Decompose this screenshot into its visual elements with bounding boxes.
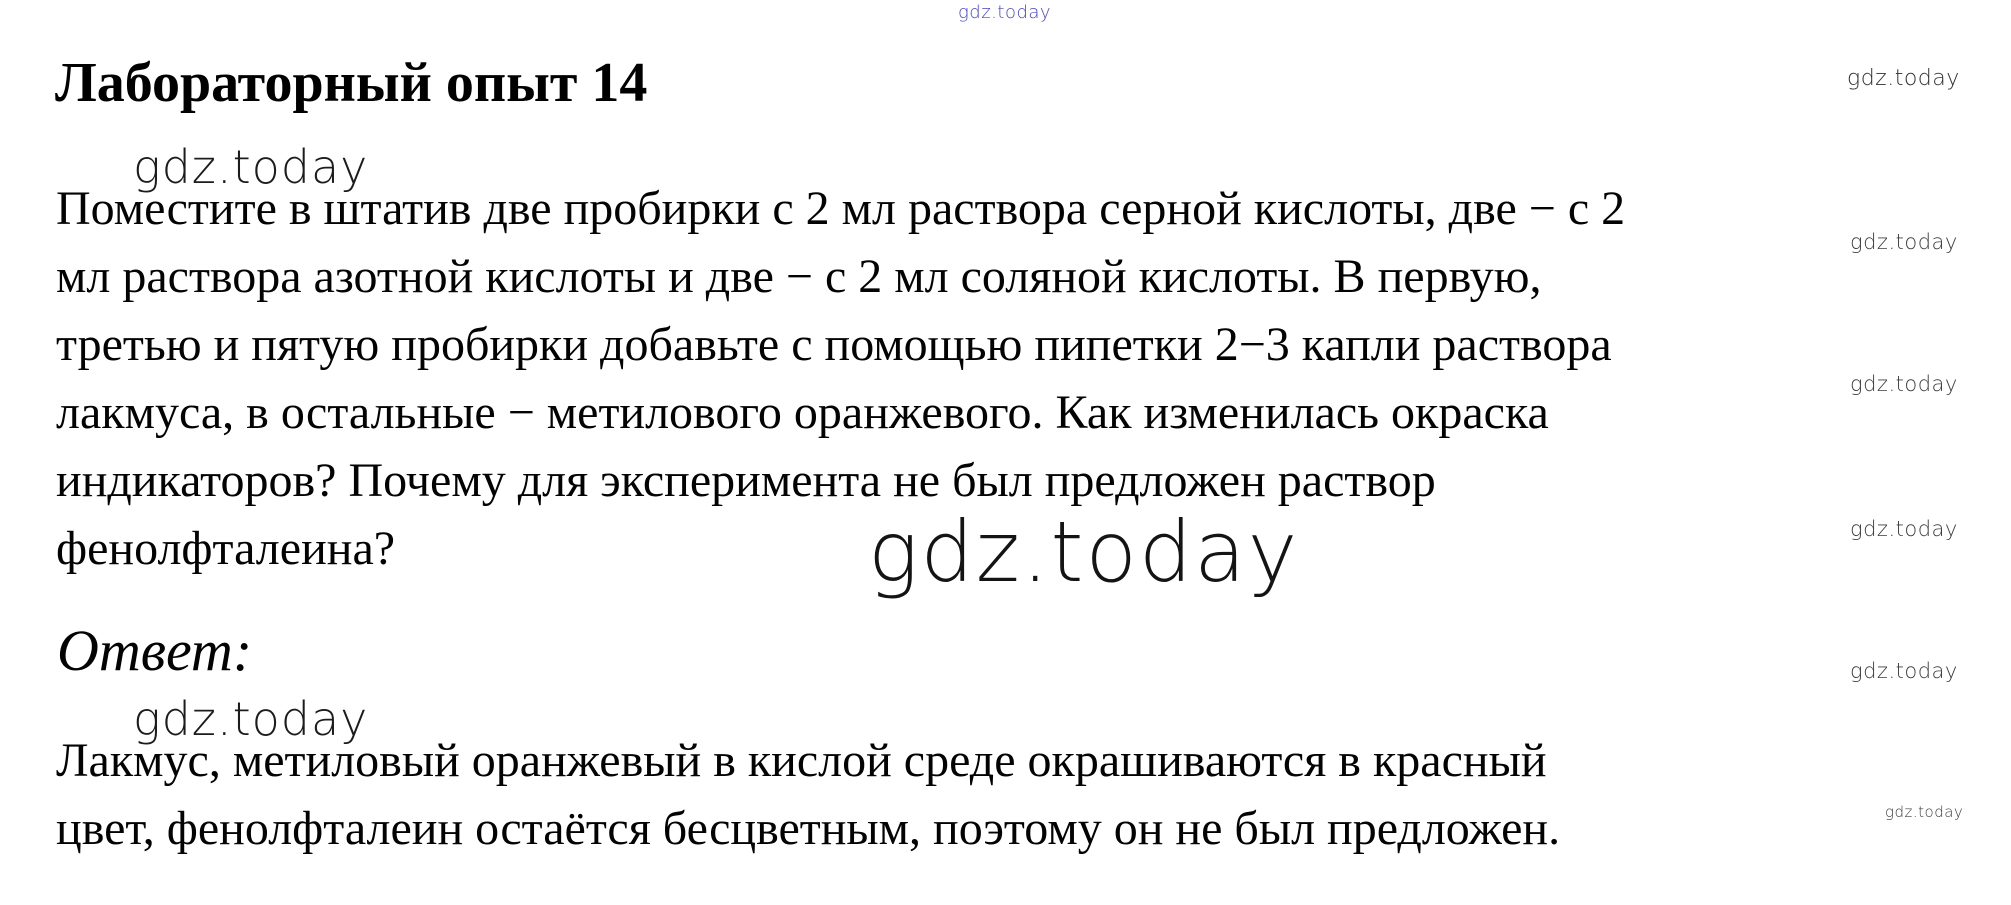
question-line: третью и пятую пробирки добавьте с помощью пипетки 2−3 капли раствора	[56, 318, 1612, 371]
answer-label: Ответ:	[57, 618, 253, 683]
question-line: индикаторов? Почему для эксперимента не был предложен раствор	[56, 454, 1436, 507]
watermark-right: gdz.today	[1850, 517, 1958, 541]
watermark-above-answer: gdz.today	[133, 692, 369, 746]
watermark-right: gdz.today	[1850, 230, 1958, 254]
question-line: Поместите в штатив две пробирки с 2 мл раствора серной кислоты, две − с 2	[56, 182, 1626, 235]
question-line: мл раствора азотной кислоты и две − с 2 мл соляной кислоты. В первую,	[56, 250, 1542, 303]
watermark-right: gdz.today	[1850, 659, 1958, 683]
question-line: лакмуса, в остальные − метилового оранжевого. Как изменилась окраска	[56, 386, 1549, 439]
watermark-top-center: gdz.today	[958, 2, 1052, 23]
watermark-center-large: gdz.today	[868, 503, 1300, 601]
watermark-bottom-right: gdz.today	[1885, 803, 1964, 821]
watermark-under-title: gdz.today	[133, 140, 369, 194]
answer-line: цвет, фенолфталеин остаётся бесцветным, поэтому он не был предложен.	[56, 802, 1561, 855]
answer-paragraph	[56, 727, 2006, 863]
watermark-top-right: gdz.today	[1847, 66, 1960, 91]
answer-line: Лакмус, метиловый оранжевый в кислой среде окрашиваются в красный	[56, 734, 1547, 787]
question-line: фенолфталеина?	[56, 522, 396, 575]
page-title: Лабораторный опыт 14	[55, 52, 648, 114]
watermark-right: gdz.today	[1850, 372, 1958, 396]
